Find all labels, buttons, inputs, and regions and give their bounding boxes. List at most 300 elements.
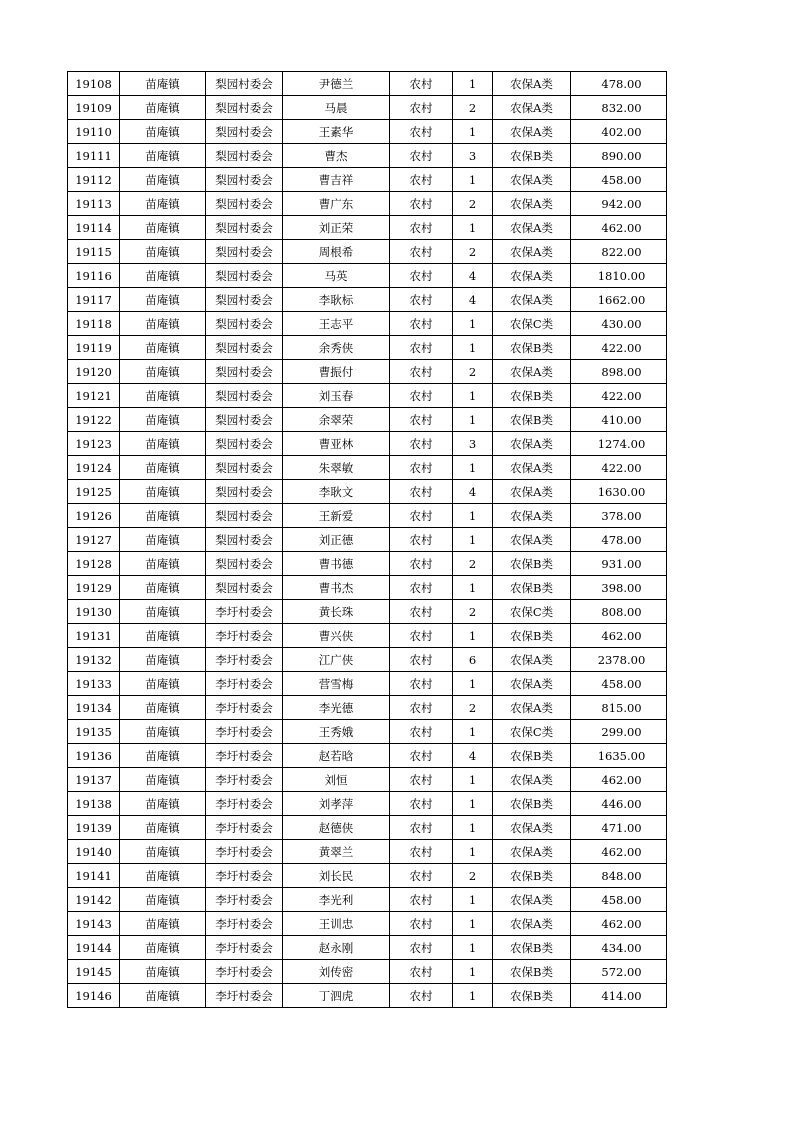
household-count-cell: 1	[453, 984, 493, 1008]
amount-cell: 572.00	[571, 960, 667, 984]
household-count-cell: 1	[453, 936, 493, 960]
amount-cell: 398.00	[571, 576, 667, 600]
record-id-cell: 19145	[68, 960, 120, 984]
village-committee-cell: 李圩村委会	[206, 720, 283, 744]
table-row	[68, 288, 667, 312]
amount-cell: 458.00	[571, 168, 667, 192]
area-type-cell: 农村	[390, 264, 453, 288]
household-count-cell: 2	[453, 192, 493, 216]
insurance-category-cell: 农保A类	[493, 192, 571, 216]
town-cell: 苗庵镇	[120, 504, 206, 528]
town-cell: 苗庵镇	[120, 624, 206, 648]
table-row	[68, 168, 667, 192]
household-count-cell: 3	[453, 432, 493, 456]
name-cell: 黄翠兰	[283, 840, 390, 864]
household-count-cell: 1	[453, 960, 493, 984]
household-count-cell: 2	[453, 552, 493, 576]
insurance-category-cell: 农保A类	[493, 480, 571, 504]
name-cell: 赵德侠	[283, 816, 390, 840]
name-cell: 周根希	[283, 240, 390, 264]
area-type-cell: 农村	[390, 504, 453, 528]
village-committee-cell: 梨园村委会	[206, 552, 283, 576]
amount-cell: 402.00	[571, 120, 667, 144]
town-cell: 苗庵镇	[120, 528, 206, 552]
area-type-cell: 农村	[390, 456, 453, 480]
area-type-cell: 农村	[390, 384, 453, 408]
village-committee-cell: 梨园村委会	[206, 264, 283, 288]
town-cell: 苗庵镇	[120, 816, 206, 840]
amount-cell: 478.00	[571, 528, 667, 552]
town-cell: 苗庵镇	[120, 264, 206, 288]
village-committee-cell: 梨园村委会	[206, 576, 283, 600]
household-count-cell: 1	[453, 456, 493, 480]
insurance-category-cell: 农保A类	[493, 432, 571, 456]
name-cell: 李光德	[283, 696, 390, 720]
area-type-cell: 农村	[390, 624, 453, 648]
record-id-cell: 19137	[68, 768, 120, 792]
record-id-cell: 19112	[68, 168, 120, 192]
amount-cell: 822.00	[571, 240, 667, 264]
village-committee-cell: 梨园村委会	[206, 336, 283, 360]
record-id-cell: 19120	[68, 360, 120, 384]
table-row	[68, 960, 667, 984]
record-id-cell: 19124	[68, 456, 120, 480]
insurance-category-cell: 农保A类	[493, 672, 571, 696]
records-body	[68, 72, 667, 1008]
town-cell: 苗庵镇	[120, 312, 206, 336]
area-type-cell: 农村	[390, 648, 453, 672]
name-cell: 朱翠敏	[283, 456, 390, 480]
village-committee-cell: 李圩村委会	[206, 768, 283, 792]
household-count-cell: 1	[453, 768, 493, 792]
town-cell: 苗庵镇	[120, 576, 206, 600]
table-row	[68, 744, 667, 768]
insurance-category-cell: 农保A类	[493, 288, 571, 312]
amount-cell: 422.00	[571, 336, 667, 360]
village-committee-cell: 李圩村委会	[206, 984, 283, 1008]
household-count-cell: 1	[453, 72, 493, 96]
amount-cell: 1635.00	[571, 744, 667, 768]
household-count-cell: 2	[453, 360, 493, 384]
village-committee-cell: 李圩村委会	[206, 696, 283, 720]
area-type-cell: 农村	[390, 168, 453, 192]
household-count-cell: 1	[453, 168, 493, 192]
household-count-cell: 2	[453, 864, 493, 888]
insurance-category-cell: 农保B类	[493, 624, 571, 648]
table-row	[68, 384, 667, 408]
village-committee-cell: 李圩村委会	[206, 840, 283, 864]
name-cell: 曹亚林	[283, 432, 390, 456]
household-count-cell: 1	[453, 816, 493, 840]
record-id-cell: 19131	[68, 624, 120, 648]
village-committee-cell: 梨园村委会	[206, 312, 283, 336]
insurance-category-cell: 农保B类	[493, 864, 571, 888]
record-id-cell: 19118	[68, 312, 120, 336]
table-row	[68, 264, 667, 288]
village-committee-cell: 李圩村委会	[206, 816, 283, 840]
town-cell: 苗庵镇	[120, 648, 206, 672]
village-committee-cell: 李圩村委会	[206, 600, 283, 624]
insurance-category-cell: 农保B类	[493, 144, 571, 168]
village-committee-cell: 梨园村委会	[206, 360, 283, 384]
insurance-category-cell: 农保A类	[493, 216, 571, 240]
name-cell: 赵若晗	[283, 744, 390, 768]
table-row	[68, 432, 667, 456]
record-id-cell: 19127	[68, 528, 120, 552]
name-cell: 营雪梅	[283, 672, 390, 696]
village-committee-cell: 梨园村委会	[206, 96, 283, 120]
amount-cell: 2378.00	[571, 648, 667, 672]
name-cell: 丁泗虎	[283, 984, 390, 1008]
table-row	[68, 456, 667, 480]
household-count-cell: 1	[453, 120, 493, 144]
town-cell: 苗庵镇	[120, 456, 206, 480]
amount-cell: 898.00	[571, 360, 667, 384]
town-cell: 苗庵镇	[120, 936, 206, 960]
name-cell: 赵永刚	[283, 936, 390, 960]
record-id-cell: 19138	[68, 792, 120, 816]
amount-cell: 462.00	[571, 912, 667, 936]
record-id-cell: 19132	[68, 648, 120, 672]
area-type-cell: 农村	[390, 792, 453, 816]
table-row	[68, 120, 667, 144]
area-type-cell: 农村	[390, 480, 453, 504]
table-row	[68, 576, 667, 600]
town-cell: 苗庵镇	[120, 864, 206, 888]
household-count-cell: 3	[453, 144, 493, 168]
table-row	[68, 888, 667, 912]
record-id-cell: 19139	[68, 816, 120, 840]
town-cell: 苗庵镇	[120, 768, 206, 792]
area-type-cell: 农村	[390, 432, 453, 456]
household-count-cell: 1	[453, 576, 493, 600]
table-row	[68, 96, 667, 120]
amount-cell: 832.00	[571, 96, 667, 120]
insurance-category-cell: 农保A类	[493, 816, 571, 840]
insurance-category-cell: 农保B类	[493, 336, 571, 360]
insurance-category-cell: 农保A类	[493, 888, 571, 912]
village-committee-cell: 李圩村委会	[206, 960, 283, 984]
record-id-cell: 19144	[68, 936, 120, 960]
record-id-cell: 19114	[68, 216, 120, 240]
area-type-cell: 农村	[390, 72, 453, 96]
area-type-cell: 农村	[390, 216, 453, 240]
village-committee-cell: 李圩村委会	[206, 624, 283, 648]
village-committee-cell: 梨园村委会	[206, 168, 283, 192]
insurance-category-cell: 农保A类	[493, 96, 571, 120]
household-count-cell: 1	[453, 912, 493, 936]
insurance-category-cell: 农保C类	[493, 720, 571, 744]
town-cell: 苗庵镇	[120, 432, 206, 456]
household-count-cell: 1	[453, 336, 493, 360]
town-cell: 苗庵镇	[120, 72, 206, 96]
town-cell: 苗庵镇	[120, 792, 206, 816]
area-type-cell: 农村	[390, 936, 453, 960]
area-type-cell: 农村	[390, 576, 453, 600]
amount-cell: 1630.00	[571, 480, 667, 504]
town-cell: 苗庵镇	[120, 216, 206, 240]
town-cell: 苗庵镇	[120, 720, 206, 744]
insurance-category-cell: 农保B类	[493, 960, 571, 984]
record-id-cell: 19129	[68, 576, 120, 600]
table-row	[68, 504, 667, 528]
insurance-category-cell: 农保B类	[493, 984, 571, 1008]
table-row	[68, 192, 667, 216]
amount-cell: 942.00	[571, 192, 667, 216]
insurance-category-cell: 农保A类	[493, 168, 571, 192]
record-id-cell: 19140	[68, 840, 120, 864]
insurance-category-cell: 农保B类	[493, 408, 571, 432]
amount-cell: 430.00	[571, 312, 667, 336]
table-row	[68, 312, 667, 336]
area-type-cell: 农村	[390, 888, 453, 912]
table-row	[68, 624, 667, 648]
insurance-category-cell: 农保A类	[493, 72, 571, 96]
name-cell: 曹兴侠	[283, 624, 390, 648]
table-row	[68, 240, 667, 264]
table-row	[68, 792, 667, 816]
name-cell: 李耿文	[283, 480, 390, 504]
name-cell: 刘传密	[283, 960, 390, 984]
insurance-category-cell: 农保B类	[493, 792, 571, 816]
area-type-cell: 农村	[390, 600, 453, 624]
record-id-cell: 19116	[68, 264, 120, 288]
name-cell: 刘孝萍	[283, 792, 390, 816]
town-cell: 苗庵镇	[120, 168, 206, 192]
name-cell: 尹德兰	[283, 72, 390, 96]
town-cell: 苗庵镇	[120, 888, 206, 912]
insurance-category-cell: 农保B类	[493, 744, 571, 768]
village-committee-cell: 梨园村委会	[206, 216, 283, 240]
name-cell: 王新爱	[283, 504, 390, 528]
village-committee-cell: 梨园村委会	[206, 408, 283, 432]
insurance-category-cell: 农保A类	[493, 120, 571, 144]
table-row	[68, 360, 667, 384]
name-cell: 李耿标	[283, 288, 390, 312]
name-cell: 刘恒	[283, 768, 390, 792]
name-cell: 黄长珠	[283, 600, 390, 624]
insurance-category-cell: 农保B类	[493, 936, 571, 960]
amount-cell: 458.00	[571, 888, 667, 912]
table-row	[68, 336, 667, 360]
area-type-cell: 农村	[390, 528, 453, 552]
household-count-cell: 2	[453, 696, 493, 720]
record-id-cell: 19111	[68, 144, 120, 168]
area-type-cell: 农村	[390, 768, 453, 792]
town-cell: 苗庵镇	[120, 144, 206, 168]
village-committee-cell: 李圩村委会	[206, 672, 283, 696]
household-count-cell: 1	[453, 792, 493, 816]
household-count-cell: 4	[453, 264, 493, 288]
record-id-cell: 19115	[68, 240, 120, 264]
amount-cell: 1274.00	[571, 432, 667, 456]
area-type-cell: 农村	[390, 672, 453, 696]
insurance-category-cell: 农保A类	[493, 528, 571, 552]
town-cell: 苗庵镇	[120, 696, 206, 720]
table-row	[68, 912, 667, 936]
record-id-cell: 19121	[68, 384, 120, 408]
insurance-category-cell: 农保C类	[493, 600, 571, 624]
town-cell: 苗庵镇	[120, 408, 206, 432]
town-cell: 苗庵镇	[120, 600, 206, 624]
table-row	[68, 408, 667, 432]
amount-cell: 890.00	[571, 144, 667, 168]
village-committee-cell: 梨园村委会	[206, 192, 283, 216]
table-row	[68, 816, 667, 840]
town-cell: 苗庵镇	[120, 384, 206, 408]
record-id-cell: 19130	[68, 600, 120, 624]
area-type-cell: 农村	[390, 816, 453, 840]
name-cell: 马英	[283, 264, 390, 288]
household-count-cell: 1	[453, 408, 493, 432]
area-type-cell: 农村	[390, 240, 453, 264]
village-committee-cell: 梨园村委会	[206, 432, 283, 456]
name-cell: 李光利	[283, 888, 390, 912]
insurance-category-cell: 农保A类	[493, 768, 571, 792]
village-committee-cell: 李圩村委会	[206, 888, 283, 912]
insurance-category-cell: 农保A类	[493, 264, 571, 288]
town-cell: 苗庵镇	[120, 120, 206, 144]
area-type-cell: 农村	[390, 336, 453, 360]
table-row	[68, 552, 667, 576]
household-count-cell: 4	[453, 480, 493, 504]
area-type-cell: 农村	[390, 720, 453, 744]
town-cell: 苗庵镇	[120, 480, 206, 504]
insurance-category-cell: 农保A类	[493, 504, 571, 528]
area-type-cell: 农村	[390, 360, 453, 384]
amount-cell: 471.00	[571, 816, 667, 840]
amount-cell: 462.00	[571, 840, 667, 864]
village-committee-cell: 梨园村委会	[206, 528, 283, 552]
town-cell: 苗庵镇	[120, 240, 206, 264]
village-committee-cell: 梨园村委会	[206, 72, 283, 96]
area-type-cell: 农村	[390, 408, 453, 432]
amount-cell: 462.00	[571, 216, 667, 240]
name-cell: 曹振付	[283, 360, 390, 384]
name-cell: 曹吉祥	[283, 168, 390, 192]
village-committee-cell: 梨园村委会	[206, 120, 283, 144]
household-count-cell: 6	[453, 648, 493, 672]
area-type-cell: 农村	[390, 312, 453, 336]
name-cell: 马晨	[283, 96, 390, 120]
name-cell: 余秀侠	[283, 336, 390, 360]
town-cell: 苗庵镇	[120, 960, 206, 984]
amount-cell: 848.00	[571, 864, 667, 888]
household-count-cell: 2	[453, 240, 493, 264]
name-cell: 刘正德	[283, 528, 390, 552]
amount-cell: 422.00	[571, 456, 667, 480]
village-committee-cell: 梨园村委会	[206, 480, 283, 504]
name-cell: 刘正荣	[283, 216, 390, 240]
name-cell: 曹杰	[283, 144, 390, 168]
record-id-cell: 19117	[68, 288, 120, 312]
table-row	[68, 72, 667, 96]
village-committee-cell: 李圩村委会	[206, 648, 283, 672]
village-committee-cell: 李圩村委会	[206, 912, 283, 936]
area-type-cell: 农村	[390, 840, 453, 864]
household-count-cell: 4	[453, 288, 493, 312]
record-id-cell: 19142	[68, 888, 120, 912]
insurance-category-cell: 农保A类	[493, 912, 571, 936]
table-row	[68, 720, 667, 744]
area-type-cell: 农村	[390, 744, 453, 768]
area-type-cell: 农村	[390, 960, 453, 984]
amount-cell: 458.00	[571, 672, 667, 696]
name-cell: 刘长民	[283, 864, 390, 888]
town-cell: 苗庵镇	[120, 552, 206, 576]
table-row	[68, 480, 667, 504]
name-cell: 王秀娥	[283, 720, 390, 744]
area-type-cell: 农村	[390, 864, 453, 888]
record-id-cell: 19134	[68, 696, 120, 720]
village-committee-cell: 梨园村委会	[206, 504, 283, 528]
name-cell: 江广侠	[283, 648, 390, 672]
amount-cell: 1662.00	[571, 288, 667, 312]
town-cell: 苗庵镇	[120, 984, 206, 1008]
village-committee-cell: 李圩村委会	[206, 792, 283, 816]
area-type-cell: 农村	[390, 144, 453, 168]
record-id-cell: 19122	[68, 408, 120, 432]
insurance-category-cell: 农保A类	[493, 240, 571, 264]
record-id-cell: 19113	[68, 192, 120, 216]
name-cell: 刘玉春	[283, 384, 390, 408]
household-count-cell: 1	[453, 528, 493, 552]
village-committee-cell: 梨园村委会	[206, 144, 283, 168]
area-type-cell: 农村	[390, 120, 453, 144]
insurance-category-cell: 农保B类	[493, 384, 571, 408]
town-cell: 苗庵镇	[120, 336, 206, 360]
insurance-category-cell: 农保A类	[493, 696, 571, 720]
town-cell: 苗庵镇	[120, 288, 206, 312]
amount-cell: 478.00	[571, 72, 667, 96]
village-committee-cell: 梨园村委会	[206, 384, 283, 408]
amount-cell: 299.00	[571, 720, 667, 744]
town-cell: 苗庵镇	[120, 360, 206, 384]
records-table	[67, 71, 667, 1008]
town-cell: 苗庵镇	[120, 96, 206, 120]
record-id-cell: 19126	[68, 504, 120, 528]
amount-cell: 462.00	[571, 624, 667, 648]
insurance-category-cell: 农保B类	[493, 552, 571, 576]
insurance-category-cell: 农保C类	[493, 312, 571, 336]
record-id-cell: 19119	[68, 336, 120, 360]
record-id-cell: 19135	[68, 720, 120, 744]
table-row	[68, 600, 667, 624]
town-cell: 苗庵镇	[120, 912, 206, 936]
record-id-cell: 19133	[68, 672, 120, 696]
village-committee-cell: 梨园村委会	[206, 288, 283, 312]
table-row	[68, 840, 667, 864]
village-committee-cell: 李圩村委会	[206, 744, 283, 768]
village-committee-cell: 李圩村委会	[206, 864, 283, 888]
amount-cell: 410.00	[571, 408, 667, 432]
household-count-cell: 2	[453, 600, 493, 624]
household-count-cell: 1	[453, 216, 493, 240]
table-row	[68, 528, 667, 552]
record-id-cell: 19136	[68, 744, 120, 768]
town-cell: 苗庵镇	[120, 672, 206, 696]
area-type-cell: 农村	[390, 552, 453, 576]
household-count-cell: 1	[453, 888, 493, 912]
town-cell: 苗庵镇	[120, 744, 206, 768]
name-cell: 曹书德	[283, 552, 390, 576]
name-cell: 余翠荣	[283, 408, 390, 432]
table-row	[68, 984, 667, 1008]
record-id-cell: 19125	[68, 480, 120, 504]
household-count-cell: 1	[453, 312, 493, 336]
table-row	[68, 864, 667, 888]
amount-cell: 414.00	[571, 984, 667, 1008]
